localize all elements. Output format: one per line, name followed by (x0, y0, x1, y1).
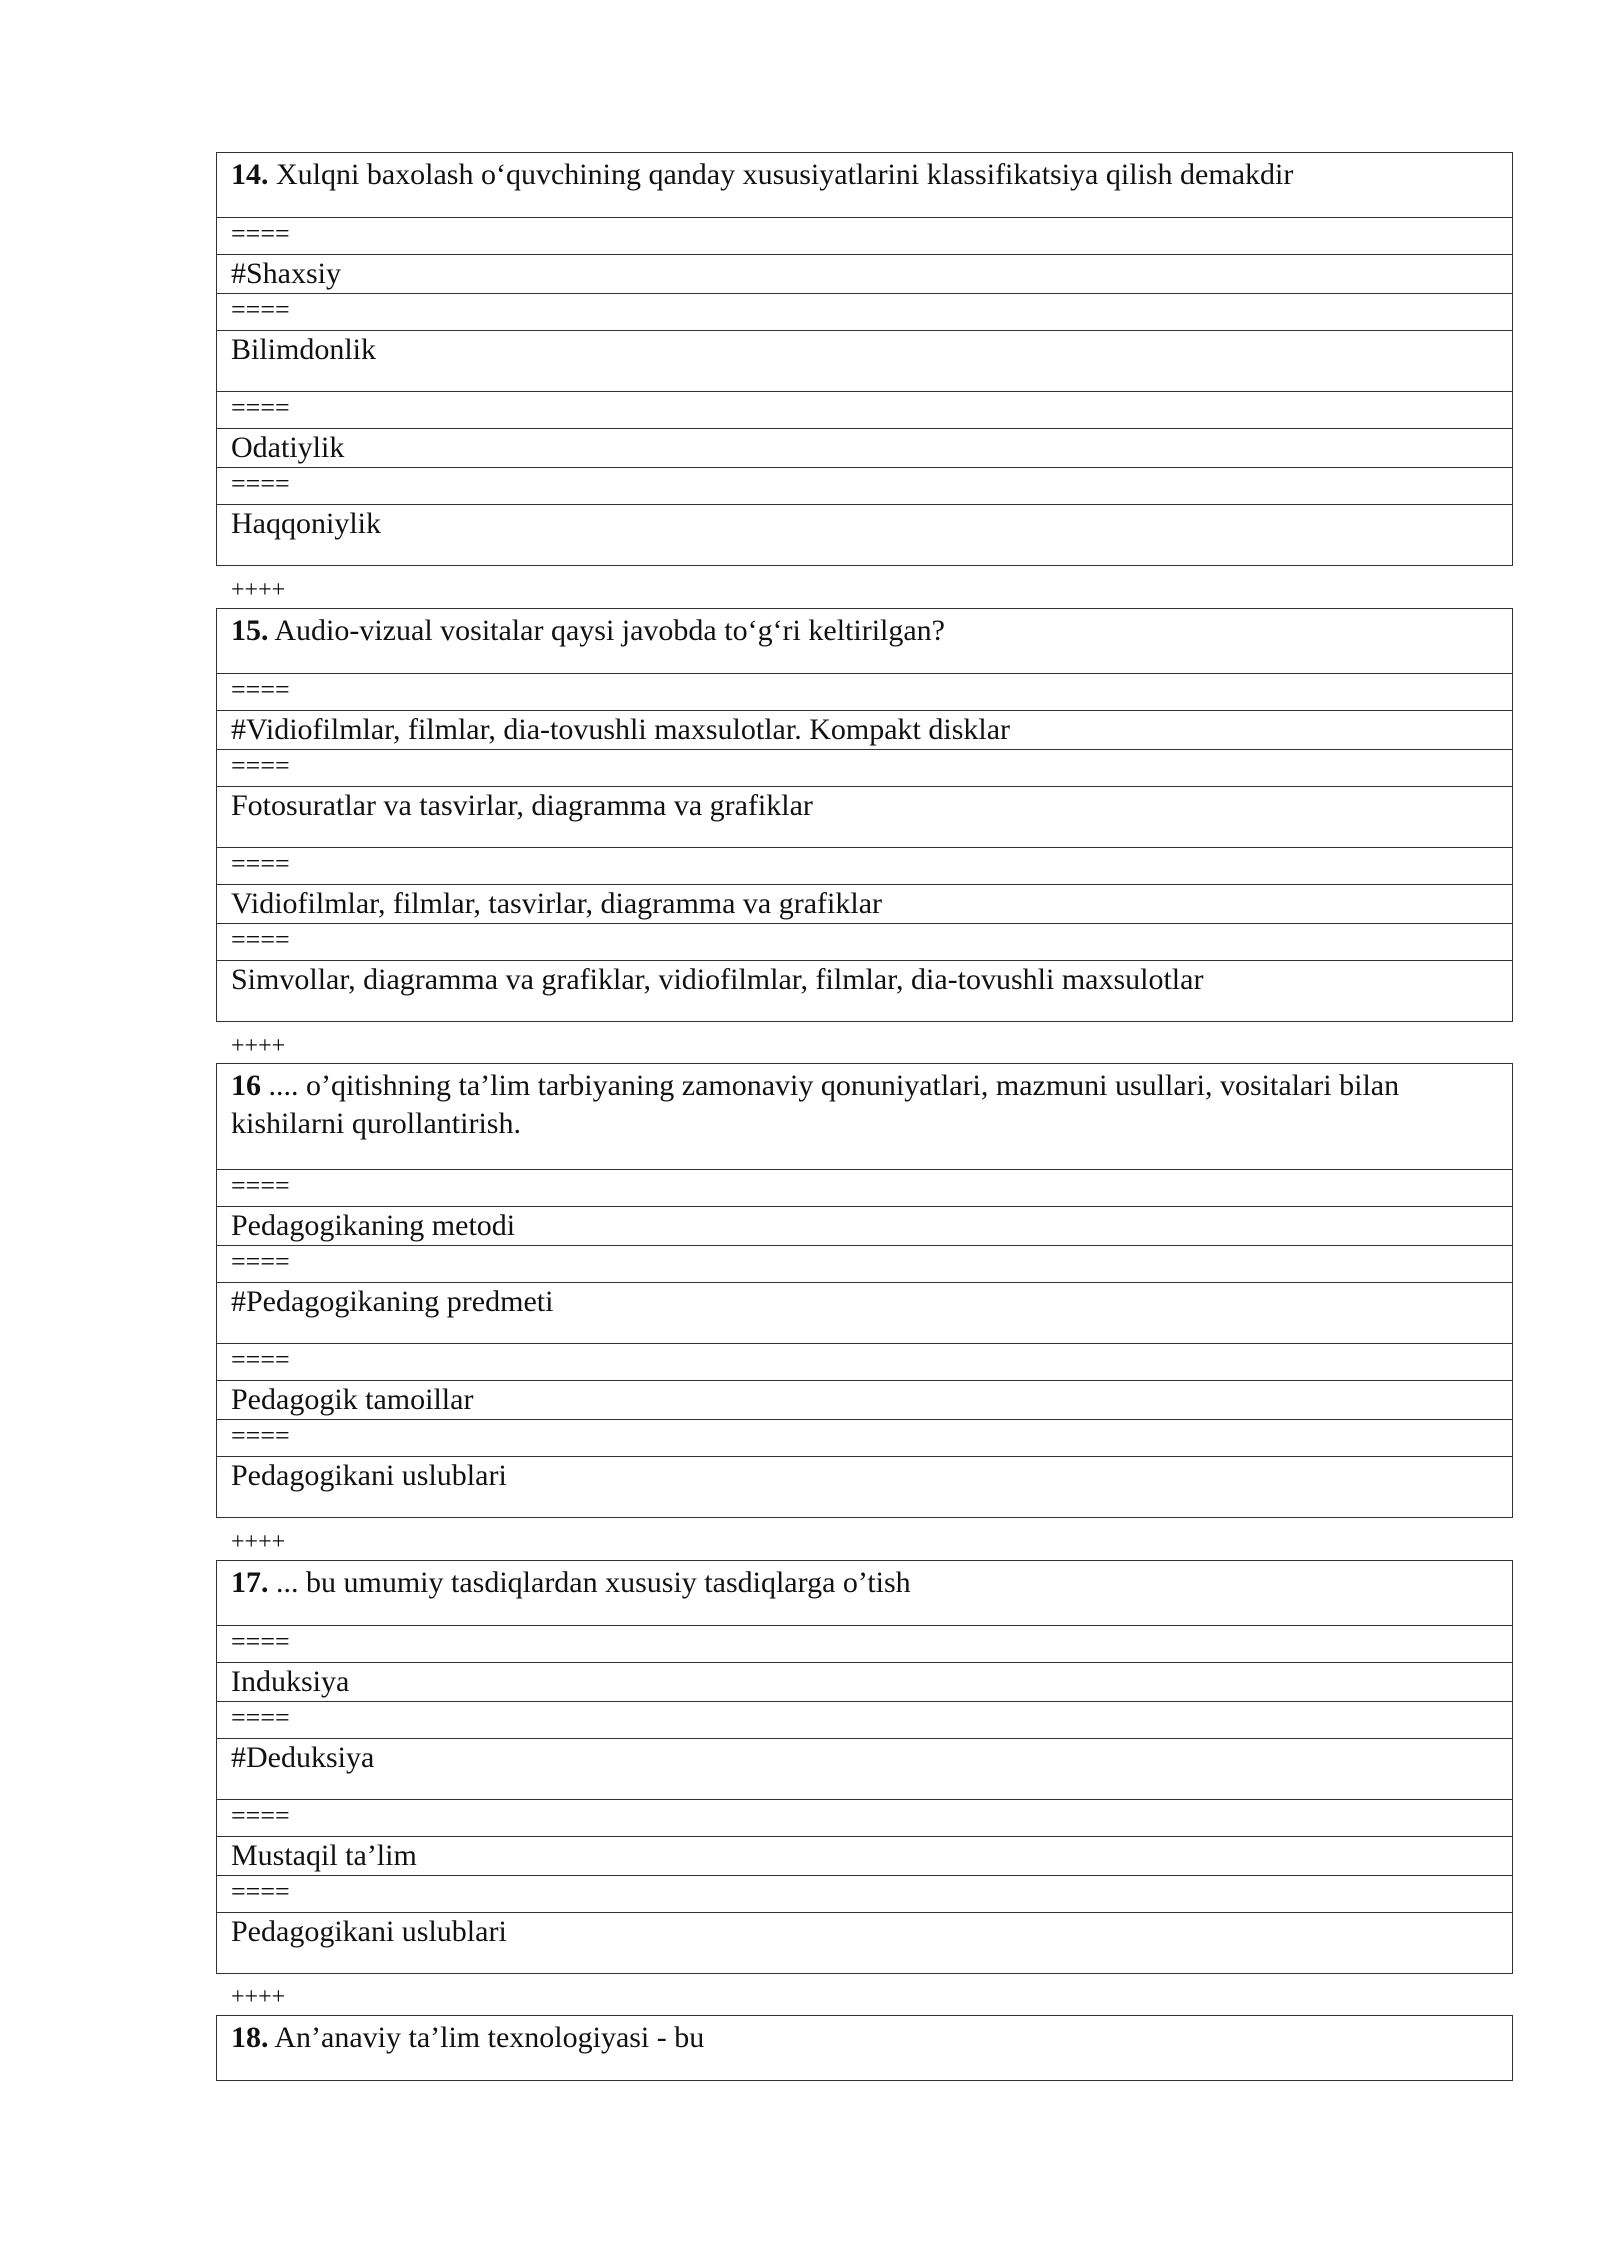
correct-answer-option: #Pedagogikaning predmeti (217, 1283, 1513, 1344)
question-cell (217, 2016, 1513, 2081)
answer-option: Simvollar, diagramma va grafiklar, vidiofilmlar, filmlar, dia-tovushli maxsulotlar (217, 961, 1513, 1022)
answer-separator: ==== (217, 218, 1513, 255)
correct-answer-option: #Deduksiya (217, 1739, 1513, 1800)
question-number: 15. (231, 614, 269, 647)
answer-option: Haqqoniylik (217, 505, 1513, 566)
correct-answer-option: #Vidiofilmlar, filmlar, dia-tovushli maxsulotlar. Kompakt disklar (217, 711, 1513, 750)
answer-option: Odatiylik (217, 429, 1513, 468)
question-block-4 (216, 1560, 1513, 1974)
question-cell (217, 1561, 1513, 1626)
correct-answer-option: #Shaxsiy (217, 255, 1513, 294)
answer-separator: ==== (217, 674, 1513, 711)
question-text: An’anaviy ta’lim texnologiyasi - bu (274, 2021, 705, 2054)
answer-separator: ==== (217, 468, 1513, 505)
answer-option: Pedagogikaning metodi (217, 1207, 1513, 1246)
answer-option: Pedagogik tamoillar (217, 1381, 1513, 1420)
answer-separator: ==== (217, 392, 1513, 429)
question-block-1 (216, 152, 1513, 566)
question-number: 18. (231, 2021, 269, 2054)
answer-option: Fotosuratlar va tasvirlar, diagramma va grafiklar (217, 787, 1513, 848)
answer-separator: ==== (217, 1800, 1513, 1837)
question-number: 16 (231, 1069, 261, 1102)
question-text: Xulqni baxolash o‘quvchining qanday xususiyatlarini klassifikatsiya qilish demakdir (276, 158, 1294, 191)
answer-option: Vidiofilmlar, filmlar, tasvirlar, diagramma va grafiklar (217, 885, 1513, 924)
block-separator-1: ++++ (231, 577, 286, 603)
question-text: ... bu umumiy tasdiqlardan xususiy tasdiqlarga o’tish (276, 1566, 911, 1599)
answer-option: Bilimdonlik (217, 331, 1513, 392)
answer-separator: ==== (217, 1876, 1513, 1913)
question-cell (217, 609, 1513, 674)
answer-option: Mustaqil ta’lim (217, 1837, 1513, 1876)
answer-separator: ==== (217, 1420, 1513, 1457)
block-separator-4: ++++ (231, 1984, 286, 2010)
question-block-2 (216, 608, 1513, 1022)
question-block-5 (216, 2015, 1513, 2081)
answer-separator: ==== (217, 750, 1513, 787)
answer-separator: ==== (217, 1170, 1513, 1207)
answer-option: Pedagogikani uslublari (217, 1913, 1513, 1974)
question-text: Audio-vizual vositalar qaysi javobda to‘g‘ri keltirilgan? (274, 614, 945, 647)
question-text: .... o’qitishning ta’lim tarbiyaning zamonaviy qonuniyatlari, mazmuni usullari, vositalari bilan kishilarni qurollantirish. (231, 1069, 1400, 1140)
block-separator-2: ++++ (231, 1033, 286, 1059)
answer-separator: ==== (217, 294, 1513, 331)
answer-option: Pedagogikani uslublari (217, 1457, 1513, 1518)
answer-option: Induksiya (217, 1663, 1513, 1702)
answer-separator: ==== (217, 924, 1513, 961)
question-number: 14. (231, 158, 269, 191)
answer-separator: ==== (217, 1246, 1513, 1283)
question-cell (217, 1064, 1513, 1170)
question-cell (217, 153, 1513, 218)
answer-separator: ==== (217, 1344, 1513, 1381)
answer-separator: ==== (217, 848, 1513, 885)
answer-separator: ==== (217, 1702, 1513, 1739)
question-block-3 (216, 1063, 1513, 1518)
answer-separator: ==== (217, 1626, 1513, 1663)
question-number: 17. (231, 1566, 269, 1599)
block-separator-3: ++++ (231, 1529, 286, 1555)
